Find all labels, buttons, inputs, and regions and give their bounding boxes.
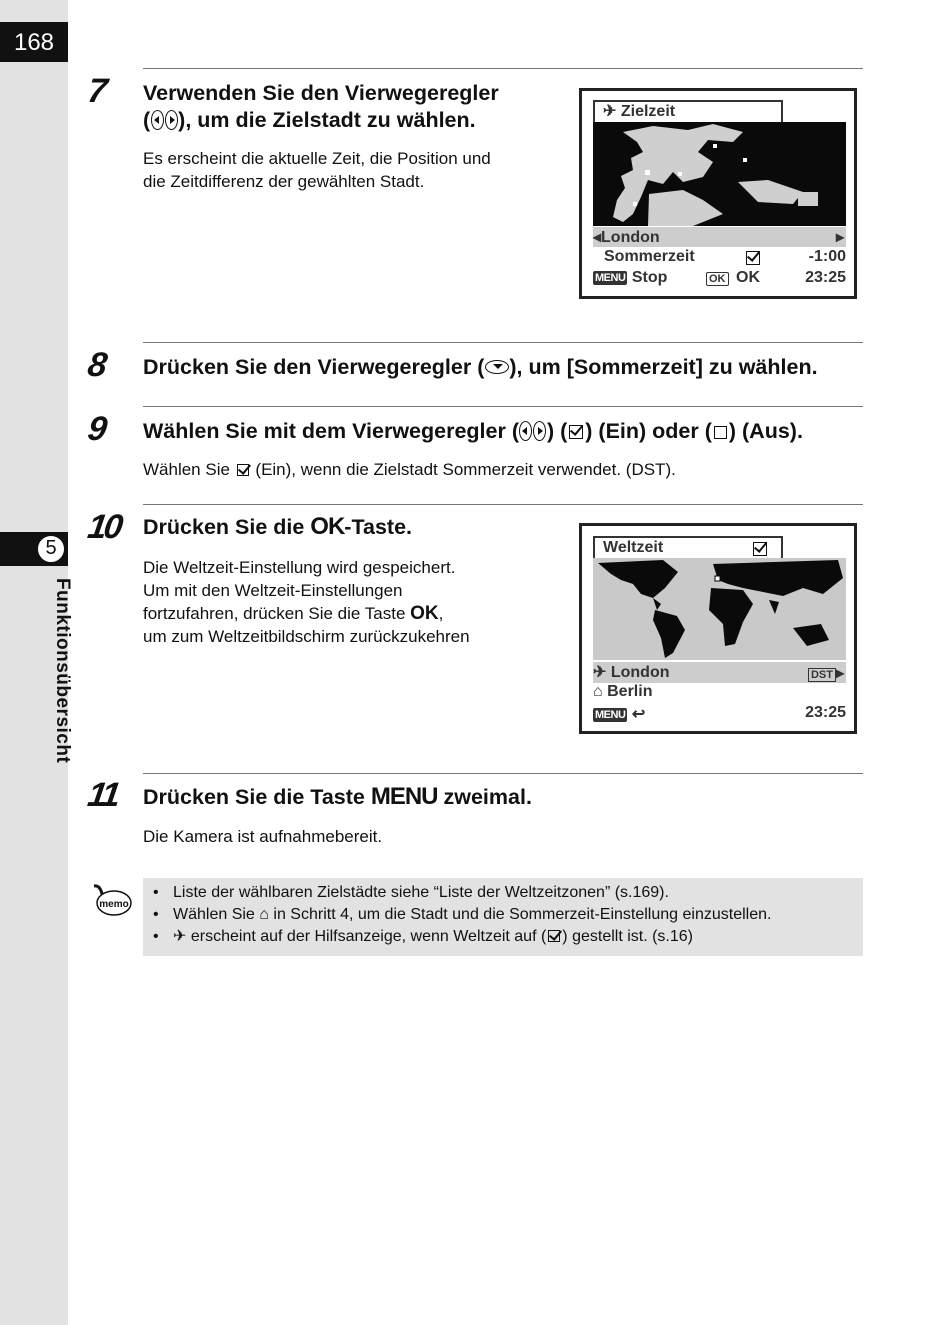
checkbox-checked-icon: [548, 930, 560, 942]
left-button-icon: [519, 421, 532, 441]
return-arrow-icon: ↩: [631, 706, 646, 723]
divider: [143, 68, 863, 69]
menu-button-icon: MENU: [595, 272, 626, 284]
step-number: 10: [85, 508, 123, 546]
checkbox-checked-icon: [753, 542, 767, 556]
ok-glyph: OK: [410, 603, 439, 624]
step-body: Wählen Sie (Ein), wenn die Zielstadt Sommerzeit verwendet. (DST).: [143, 460, 676, 479]
step-heading: Drücken Sie die Taste MENU zweimal.: [143, 783, 532, 810]
destination-row[interactable]: ✈ London DST ▸: [593, 664, 844, 682]
map-graphic: [593, 558, 846, 660]
screen-footer: MENU Stop OK OK 23:25: [595, 269, 846, 286]
divider: [143, 342, 863, 343]
memo-item: • ✈ erscheint auf der Hilfsanzeige, wenn Weltzeit auf ( ) gestellt ist. (s.16): [153, 926, 863, 948]
ok-button-icon: OK: [706, 272, 729, 286]
step-heading: [143, 80, 499, 134]
screen-tab: Weltzeit: [593, 536, 783, 560]
dst-row[interactable]: Sommerzeit -1:00: [604, 248, 846, 265]
memo-icon: [92, 884, 132, 918]
screen-footer: MENU ↩ 23:25: [595, 704, 846, 723]
step-number: 7: [85, 72, 107, 110]
memo-item: • Liste der wählbaren Zielstädte siehe “Liste der Weltzeitzonen” (s.169).: [153, 882, 863, 904]
step-number: 8: [85, 346, 107, 384]
menu-glyph: MENU: [370, 783, 438, 810]
step-heading: Drücken Sie den Vierwegeregler ( ), um [Sommerzeit] zu wählen.: [143, 355, 818, 379]
chapter-title: Funktionsübersicht: [52, 578, 73, 764]
dst-icon: DST: [808, 668, 836, 682]
home-icon: ⌂: [593, 683, 603, 700]
page-number: 168: [0, 22, 68, 62]
step-number: 11: [85, 776, 121, 814]
checkbox-checked-icon: [569, 425, 583, 439]
memo-box: [143, 878, 863, 956]
svg-text:memo: memo: [99, 899, 129, 910]
divider: [143, 773, 863, 774]
memo-item: • Wählen Sie ⌂ in Schritt 4, um die Stadt und die Sommerzeit-Einstellung einzustellen.: [153, 904, 863, 926]
map-graphic: [593, 122, 846, 226]
left-button-icon: [151, 110, 164, 130]
city-selector[interactable]: ◂London ▸: [593, 229, 844, 246]
right-button-icon: [165, 110, 178, 130]
step-heading: Drücken Sie die OK-Taste.: [143, 513, 412, 540]
right-arrow-icon: ▸: [835, 229, 844, 246]
menu-button-icon: MENU: [595, 709, 626, 721]
camera-screen-weltzeit: [579, 523, 857, 734]
airplane-icon: ✈: [603, 103, 617, 120]
checkbox-empty-icon: [714, 426, 727, 439]
chapter-number: 5: [37, 535, 65, 563]
step-heading-line: ( ), um die Zielstadt zu wählen.: [143, 108, 476, 132]
home-icon: ⌂: [259, 906, 269, 923]
divider: [143, 406, 863, 407]
ok-glyph: OK: [310, 513, 345, 540]
airplane-icon: ✈: [593, 664, 607, 681]
screen-tab: ✈ Zielzeit: [593, 100, 783, 124]
checkbox-checked-icon: [237, 464, 249, 476]
step-body: Es erscheint die aktuelle Zeit, die Position und die Zeitdifferenz der gewählten Stadt.: [143, 149, 491, 191]
step-body: Die Kamera ist aufnahmebereit.: [143, 827, 383, 846]
step-number: 9: [85, 410, 107, 448]
world-map: [593, 558, 846, 660]
home-row[interactable]: ⌂ Berlin: [593, 683, 653, 700]
step-heading: Wählen Sie mit dem Vierwegeregler ( ) ( ) (Ein) oder ( ) (Aus).: [143, 419, 803, 443]
divider: [143, 504, 863, 505]
down-button-icon: [485, 360, 509, 374]
airplane-icon: ✈: [173, 928, 187, 945]
step-body: Die Weltzeit-Einstellung wird gespeichert. Um mit den Weltzeit-Einstellungen fortzufahren, drücken Sie die Taste OK, um zum Weltzeitbildschirm zurückzukehren: [143, 558, 470, 646]
step-heading-line: Verwenden Sie den Vierwegeregler: [143, 81, 499, 105]
checkbox-checked-icon: [746, 251, 760, 265]
right-button-icon: [533, 421, 546, 441]
europe-map: [593, 122, 846, 226]
camera-screen-zielzeit: [579, 88, 857, 299]
